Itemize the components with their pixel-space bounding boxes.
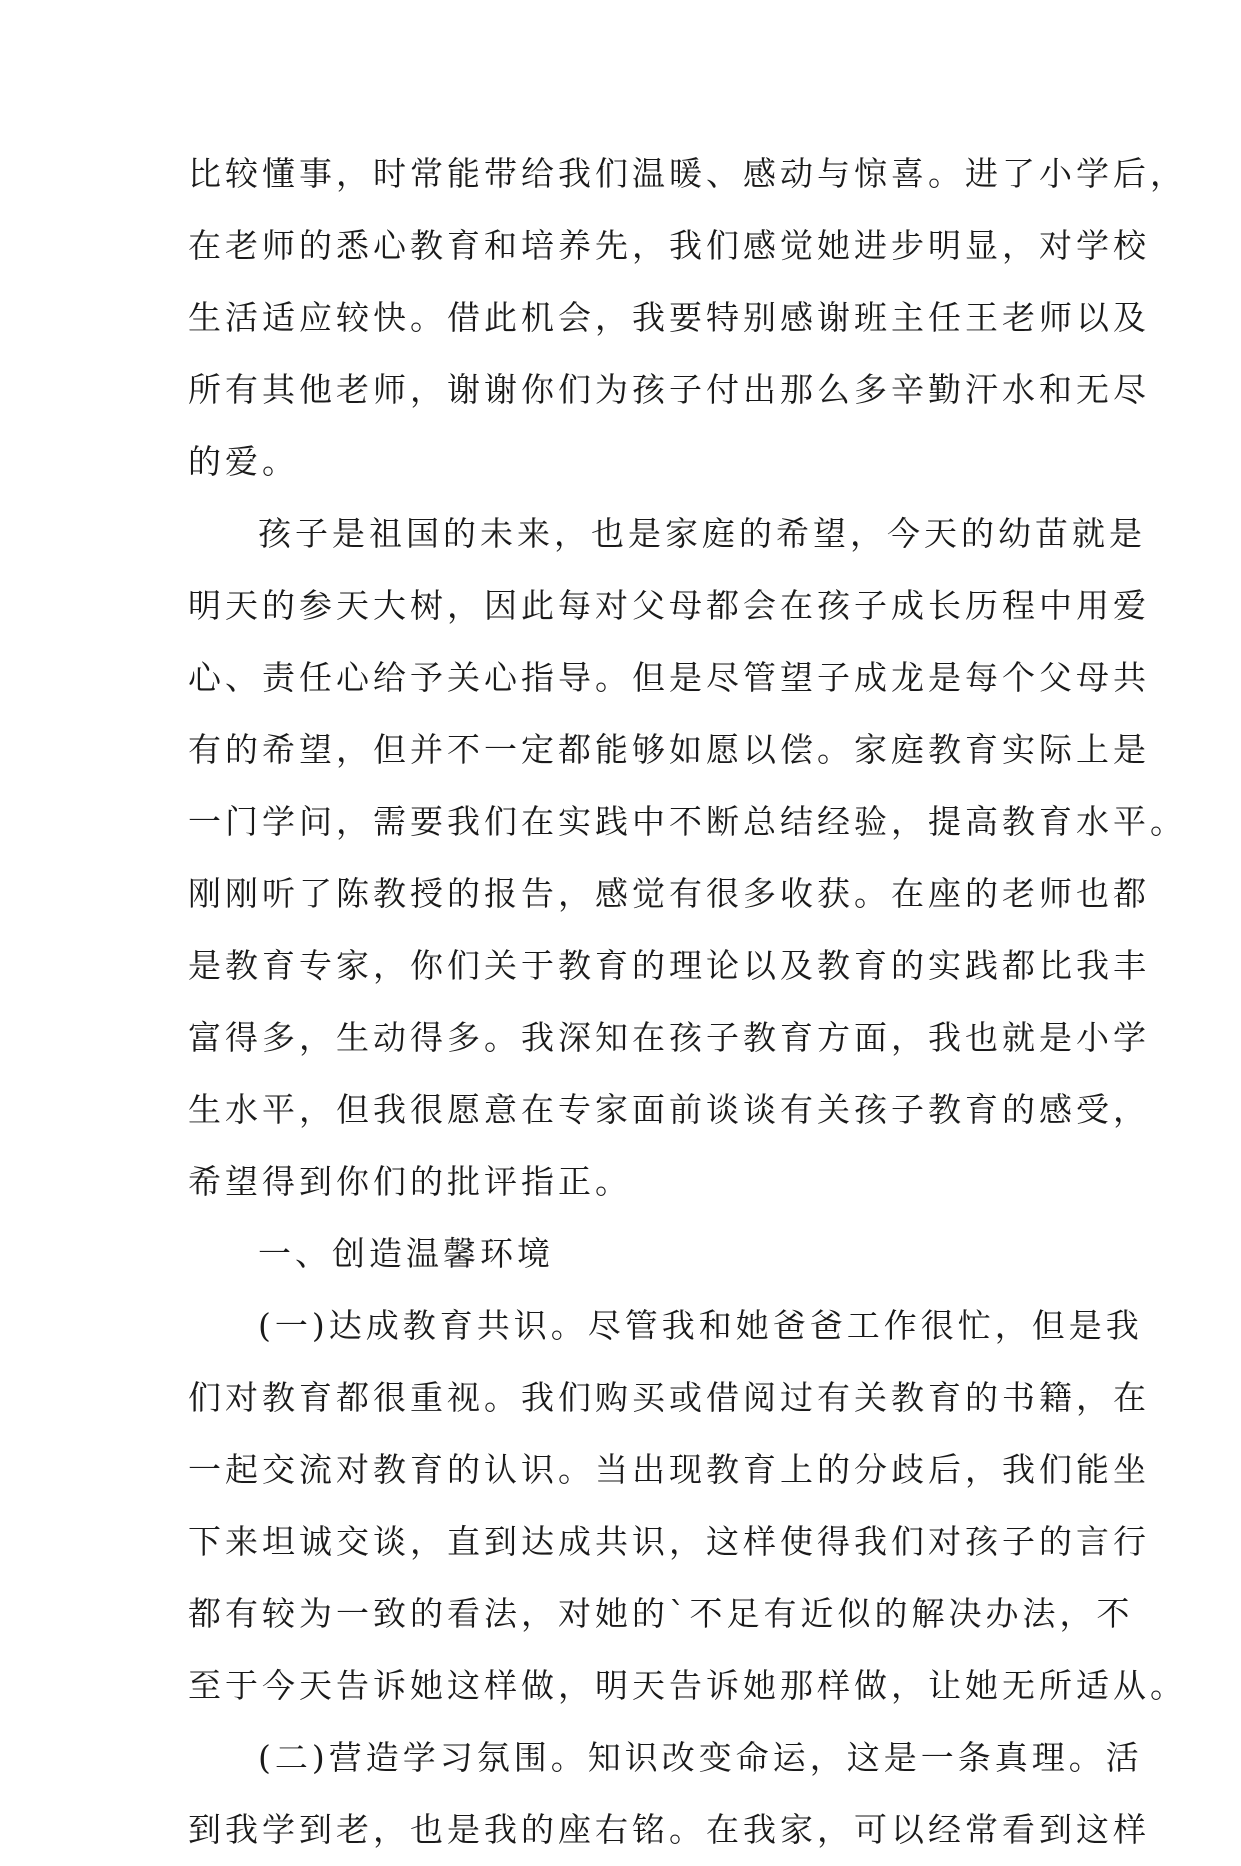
text-line: 是教育专家，你们关于教育的理论以及教育的实践都比我丰 [188,946,1150,985]
text-line: 生水平，但我很愿意在专家面前谈谈有关孩子教育的感受， [188,1090,1150,1129]
text-line: 有的希望，但并不一定都能够如愿以偿。家庭教育实际上是 [188,730,1150,769]
text-line: 的爱。 [188,442,299,481]
text-line: (一)达成教育共识。尽管我和她爸爸工作很忙，但是我 [258,1306,1143,1345]
text-line: 比较懂事，时常能带给我们温暖、感动与惊喜。进了小学后， [188,154,1187,193]
text-line: 下来坦诚交谈，直到达成共识，这样使得我们对孩子的言行 [188,1522,1150,1561]
text-line: 孩子是祖国的未来，也是家庭的希望，今天的幼苗就是 [258,514,1146,553]
text-line: 生活适应较快。借此机会，我要特别感谢班主任王老师以及 [188,298,1150,337]
text-line: 到我学到老，也是我的座右铭。在我家，可以经常看到这样 [188,1810,1150,1849]
text-line: 刚刚听了陈教授的报告，感觉有很多收获。在座的老师也都 [188,874,1150,913]
text-line: 都有较为一致的看法，对她的`不足有近似的解决办法，不 [188,1594,1134,1633]
text-line: 们对教育都很重视。我们购买或借阅过有关教育的书籍，在 [188,1378,1150,1417]
text-line: 希望得到你们的批评指正。 [188,1162,632,1201]
text-line: 明天的参天大树，因此每对父母都会在孩子成长历程中用爱 [188,586,1150,625]
text-line: 一起交流对教育的认识。当出现教育上的分歧后，我们能坐 [188,1450,1150,1489]
text-line: 在老师的悉心教育和培养先，我们感觉她进步明显，对学校 [188,226,1150,265]
section-heading: 一、创造温馨环境 [258,1234,554,1273]
text-line: 所有其他老师，谢谢你们为孩子付出那么多辛勤汗水和无尽 [188,370,1150,409]
text-line: 心、责任心给予关心指导。但是尽管望子成龙是每个父母共 [188,658,1150,697]
text-line: 富得多，生动得多。我深知在孩子教育方面，我也就是小学 [188,1018,1150,1057]
text-line: (二)营造学习氛围。知识改变命运，这是一条真理。活 [258,1738,1143,1777]
text-line: 至于今天告诉她这样做，明天告诉她那样做，让她无所适从。 [188,1666,1187,1705]
text-line: 一门学问，需要我们在实践中不断总结经验，提高教育水平。 [188,802,1187,841]
document-page [188,138,1187,1866]
